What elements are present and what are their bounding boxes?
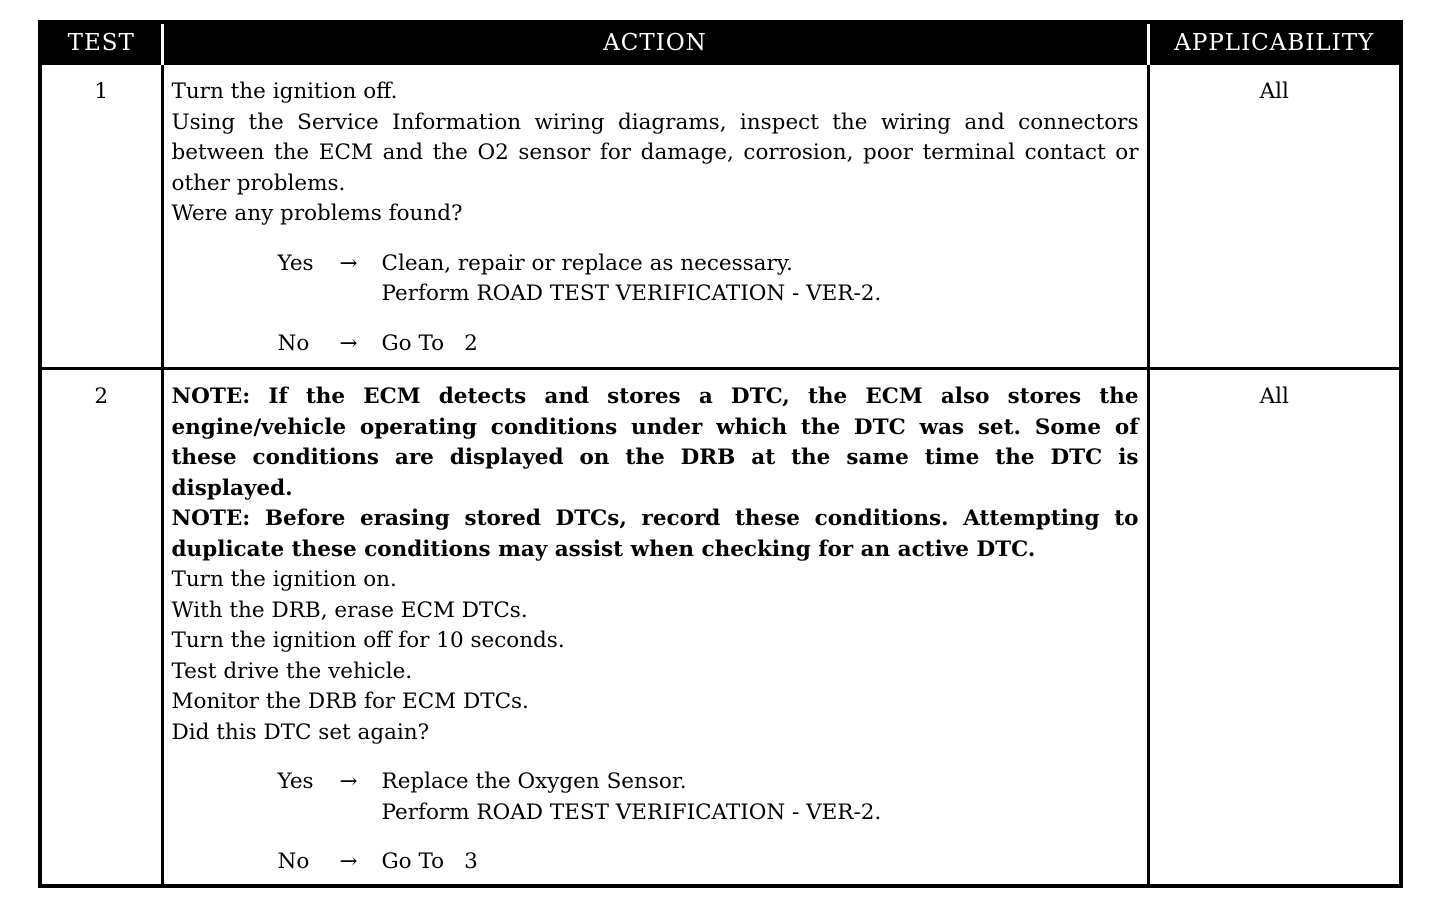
- header-test: TEST: [42, 24, 162, 64]
- test-number: 2: [42, 369, 162, 886]
- right-arrow-icon: →: [339, 769, 358, 794]
- yes-label: Yes: [277, 769, 314, 794]
- note-text: NOTE: Before erasing stored DTCs, record these conditions. Attempting to duplicate these conditions may assist when checking for an active DTC.: [171, 506, 1139, 562]
- no-label: No: [277, 849, 310, 874]
- yes-result-line: Replace the Oxygen Sensor.: [381, 769, 687, 794]
- applicability-value: All: [1148, 369, 1399, 886]
- applicability-value: All: [1148, 64, 1399, 369]
- note-text: NOTE: If the ECM detects and stores a DTC, the ECM also stores the engine/vehicle operating conditions under which the DTC was set. Some of these conditions are displayed on the DRB at the same time the DTC is displayed.: [171, 384, 1139, 501]
- action-cell: [162, 369, 1148, 886]
- yes-outcome: [278, 249, 1139, 310]
- header-row: [42, 24, 1399, 64]
- action-step: Turn the ignition off for 10 seconds.: [171, 628, 565, 653]
- diagnostic-table: [38, 20, 1403, 888]
- header-action: ACTION: [162, 24, 1148, 64]
- action-step: With the DRB, erase ECM DTCs.: [171, 597, 528, 623]
- action-step: Test drive the vehicle.: [171, 658, 413, 684]
- action-step: Turn the ignition on.: [171, 567, 397, 592]
- test-action-table: [42, 24, 1399, 886]
- action-step: Turn the ignition off.: [171, 79, 398, 104]
- action-question: Did this DTC set again?: [171, 719, 430, 745]
- action-cell: [162, 64, 1148, 369]
- goto-test-link[interactable]: 3: [464, 849, 478, 874]
- goto-text: Go To: [381, 330, 445, 356]
- yes-result: [382, 767, 1139, 828]
- no-outcome: [278, 847, 1139, 878]
- yes-outcome: [278, 767, 1139, 828]
- header-applicability: APPLICABILITY: [1148, 24, 1399, 64]
- test-number: 1: [42, 64, 162, 369]
- no-result: [382, 329, 1139, 360]
- yes-label: Yes: [277, 250, 314, 276]
- yes-result-line: Perform ROAD TEST VERIFICATION - VER-2.: [381, 799, 882, 825]
- right-arrow-icon: →: [339, 849, 358, 874]
- action-question: Were any problems found?: [171, 201, 463, 226]
- goto-test-link[interactable]: 2: [464, 330, 478, 356]
- no-outcome: [278, 329, 1139, 360]
- action-step: Monitor the DRB for ECM DTCs.: [171, 689, 529, 714]
- yes-result: [382, 249, 1139, 310]
- table-row: [42, 64, 1399, 369]
- yes-result-line: Perform ROAD TEST VERIFICATION - VER-2.: [381, 281, 882, 306]
- action-step: Using the Service Information wiring diagrams, inspect the wiring and connectors between the ECM and the O2 sensor for damage, corrosion, poor terminal contact or other problems.: [171, 109, 1139, 196]
- goto-text: Go To: [381, 849, 445, 874]
- yes-result-line: Clean, repair or replace as necessary.: [381, 250, 793, 276]
- right-arrow-icon: →: [339, 250, 358, 276]
- table-row: [42, 369, 1399, 886]
- no-label: No: [277, 330, 310, 356]
- no-result: [382, 847, 1139, 878]
- right-arrow-icon: →: [339, 330, 358, 356]
